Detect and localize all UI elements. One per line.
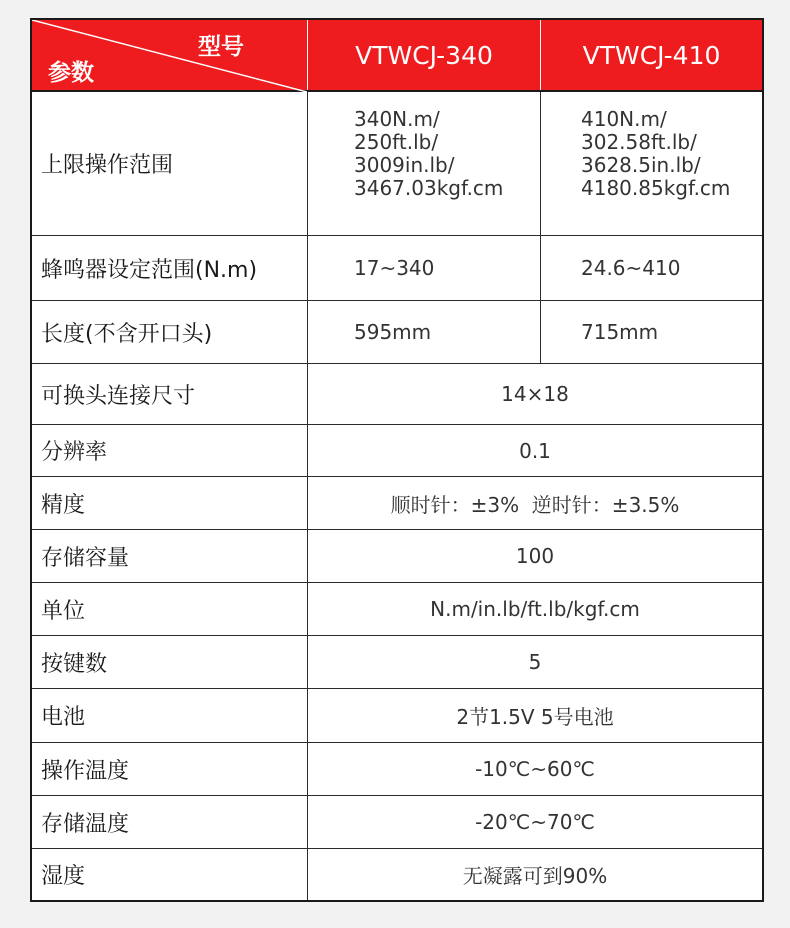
header-corner-cell [32,20,307,90]
table-row [32,301,762,364]
value-cell: -10℃~60℃ [307,743,762,795]
row-label: 精度 [41,492,86,518]
table-row [32,477,762,530]
table-row [32,92,762,236]
spec-table [30,18,764,902]
row-label: 电池 [41,705,86,730]
value-cell-a: 595mm [307,301,540,363]
value-line: 410N.m/ [581,107,667,131]
value-cell: 5 [307,636,762,688]
value-cell: N.m/in.lb/ft.lb/kgf.cm [307,583,762,635]
table-row [32,689,762,743]
row-label: 存储容量 [41,545,130,571]
row-label: 长度(不含开口头) [41,321,213,347]
value-cell: 14×18 [307,364,762,424]
header-param-label: 参数 [48,60,94,86]
value-line: 250ft.lb/ [354,130,439,154]
header-model-a: VTWCJ-340 [307,20,540,90]
header-model-label: 型号 [198,34,244,60]
row-label: 可换头连接尺寸 [41,383,196,409]
value-cell: 100 [307,530,762,582]
value-line: 340N.m/ [354,107,440,131]
table-row [32,636,762,689]
table-row [32,425,762,477]
value-line: 302.58ft.lb/ [581,130,697,154]
value-cell: 2节1.5V 5号电池 [307,689,762,742]
header-model-b: VTWCJ-410 [540,20,762,90]
value-cell: 0.1 [307,425,762,476]
row-label: 湿度 [41,864,86,889]
value-cell-a: 17~340 [307,236,540,300]
table-row [32,849,762,900]
row-label: 上限操作范围 [41,153,174,178]
table-row [32,796,762,849]
value-line: 3467.03kgf.cm [354,176,504,200]
value-cell: 无凝露可到90% [307,849,762,900]
value-cell-b: 715mm [540,301,762,363]
value-cell: -20℃~70℃ [307,796,762,848]
table-row [32,236,762,301]
table-row [32,583,762,636]
row-label: 操作温度 [41,758,130,784]
row-label: 按键数 [41,651,108,677]
value-line: 3009in.lb/ [354,153,455,177]
value-cell-b [540,92,762,235]
table-header-row [32,20,762,92]
value-cell: 顺时针：±3% 逆时针：±3.5% [307,477,762,529]
value-line: 4180.85kgf.cm [581,176,731,200]
row-label: 分辨率 [41,440,108,465]
table-row [32,530,762,583]
value-cell-b: 24.6~410 [540,236,762,300]
value-cell-a [307,92,540,235]
table-row [32,743,762,796]
row-label: 蜂鸣器设定范围(N.m) [41,257,258,283]
value-line: 3628.5in.lb/ [581,153,701,177]
table-row [32,364,762,425]
row-label: 存储温度 [41,811,130,837]
row-label: 单位 [41,598,86,624]
